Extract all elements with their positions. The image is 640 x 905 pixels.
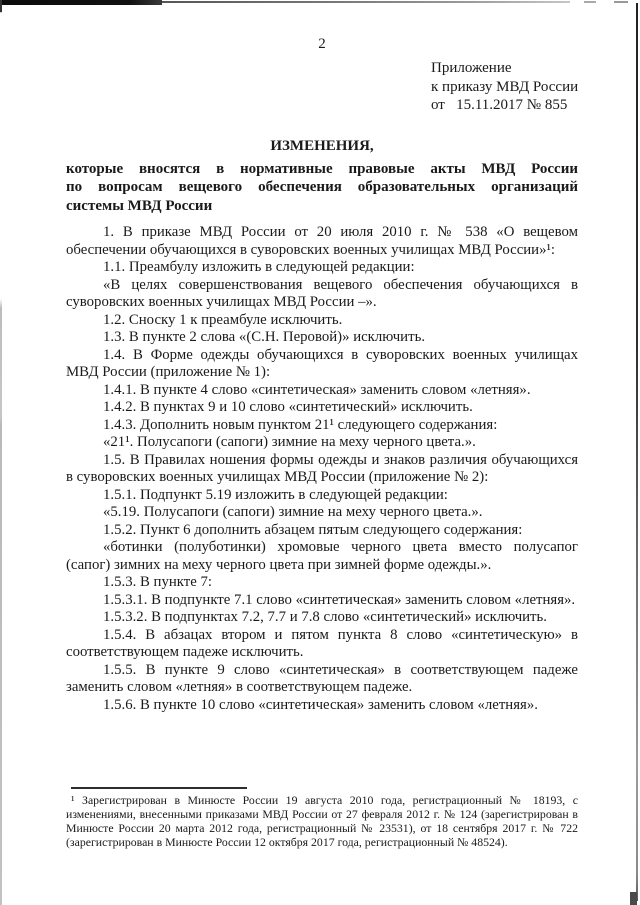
appendix-line-1: Приложение	[431, 60, 512, 76]
paragraph-1: 1. В приказе МВД России от 20 июля 2010 г. № 538 «О вещевом обеспечении обучающихся в суворовских военных училищах МВД России»¹:	[66, 224, 578, 258]
page-number: 2	[318, 36, 326, 52]
paragraph-4: 1.2. Сноску 1 к преамбуле исключить.	[103, 311, 343, 328]
paragraph-18: 1.5.3.2. В подпунктах 7.2, 7.7 и 7.8 слово «синтетический» исключить.	[103, 609, 547, 625]
footnote-text: ¹ Зарегистрирован в Минюсте России 19 августа 2010 года, регистрационный № 18193, с изменениями, внесенными приказами МВД России от 27 февраля 2012 г. № 124 (зарегистрирован в Минюсте России 20 марта 2012 года, регистрационный № 23531), от 18 сентября 2017 г. № 722 (зарегистрирован в Минюсте России 12 октября 2017 года, регистрационный № 48524).	[66, 793, 578, 849]
paragraph-9: 1.4.3. Дополнить новым пунктом 21¹ следующего содержания:	[103, 416, 498, 433]
paragraph-16: 1.5.3. В пункте 7:	[103, 574, 213, 590]
paragraph-7: 1.4.1. В пункте 4 слово «синтетическая» заменить словом «летняя».	[103, 381, 531, 398]
paragraph-13: «5.19. Полусапоги (сапоги) зимние на меху черного цвета.».	[103, 504, 483, 520]
paragraph-20: 1.5.5. В пункте 9 слово «синтетическая» в соответствующем падеже заменить словом «летняя» в соответствующем падеже.	[66, 661, 578, 695]
appendix-line-2: к приказу МВД России	[431, 78, 579, 95]
document-subtitle-line-1: которые вносятся в нормативные правовые акты МВД России	[66, 161, 578, 177]
document-body	[66, 224, 578, 714]
paragraph-2: 1.1. Преамбулу изложить в следующей редакции:	[103, 259, 415, 275]
scan-artifact-top-edge-dark	[0, 0, 162, 5]
appendix-line-3: от 15.11.2017 № 855	[431, 97, 568, 113]
paragraph-8: 1.4.2. В пунктах 9 и 10 слово «синтетический» исключить.	[103, 399, 473, 415]
scan-artifact-top-dash	[584, 1, 596, 3]
paragraph-6: 1.4. В Форме одежды обучающихся в суворовских военных училищах МВД России (приложение № 1):	[66, 346, 578, 380]
paragraph-21: 1.5.6. В пункте 10 слово «синтетическая» заменить словом «летняя».	[103, 696, 538, 713]
paragraph-12: 1.5.1. Подпункт 5.19 изложить в следующей редакции:	[103, 486, 448, 503]
paragraph-5: 1.3. В пункте 2 слова «(С.Н. Перовой)» исключить.	[103, 329, 426, 345]
scan-artifact-left-edge	[0, 0, 2, 905]
scan-artifact-top-dash	[614, 1, 628, 3]
paragraph-11: 1.5. В Правилах ношения формы одежды и знаков различия обучающихся в суворовских военных училищах МВД России (приложение № 2):	[66, 451, 578, 485]
paragraph-14: 1.5.2. Пункт 6 дополнить абзацем пятым следующего содержания:	[103, 521, 523, 538]
paragraph-3: «В целях совершенствования вещевого обеспечения обучающихся в суворовских военных училищах МВД России –».	[66, 276, 578, 310]
paragraph-15: «ботинки (полуботинки) хромовые черного цвета вместо полусапог (сапог) зимних на меху черного цвета при зимней форме одежды.».	[66, 539, 578, 573]
paragraph-17: 1.5.3.1. В подпункте 7.1 слово «синтетическая» заменить словом «летняя».	[103, 591, 576, 608]
scan-artifact-top-edge-light	[162, 1, 570, 3]
document-subtitle-line-3: системы МВД России	[66, 197, 213, 214]
paragraph-10: «21¹. Полусапоги (сапоги) зимние на меху черного цвета.».	[103, 434, 476, 450]
scan-artifact-right-edge	[636, 3, 638, 901]
appendix-reference-block	[431, 59, 578, 115]
footnote-divider	[71, 787, 247, 789]
document-title: ИЗМЕНЕНИЯ,	[270, 138, 374, 154]
document-title-block	[66, 137, 578, 215]
paragraph-19: 1.5.4. В абзацах втором и пятом пункта 8 слово «синтетическую» в соответствующем падеже исключить.	[66, 626, 578, 660]
document-subtitle-line-2: по вопросам вещевого обеспечения образовательных организаций	[66, 179, 578, 196]
scan-artifact-corner-mark	[630, 892, 637, 905]
